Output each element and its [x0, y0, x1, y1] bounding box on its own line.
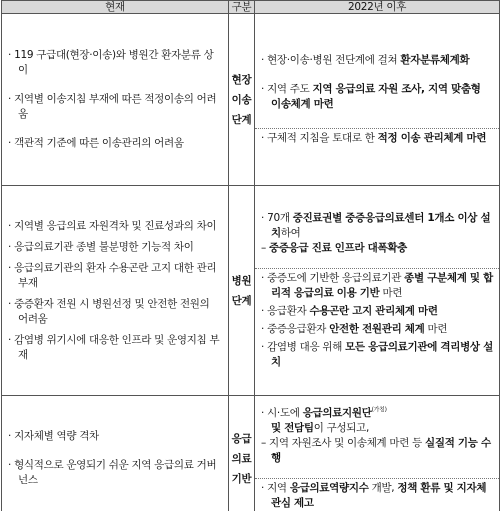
list-item: · 감염병 대응 위해 모든 응급의료기관에 격리병상 설치 — [261, 341, 493, 368]
after-plan-base — [255, 396, 500, 511]
list-item: · 중증응급환자 안전한 전원관리 체계 마련 — [261, 323, 448, 335]
list-item: · 응급의료기관 종별 불분명한 기능적 차이 — [8, 240, 194, 253]
list-item: · 지역 주도 지역 응급의료 자원 조사, 지역 맞춤형 이송체계 마련 — [261, 83, 481, 110]
current-issues-hospital — [2, 186, 229, 396]
category-hospital: 병원 단계 — [229, 186, 255, 396]
header-after-2022: 2022년 이후 — [255, 1, 500, 14]
list-item: · 현장·이송·병원 전단계에 걸쳐 환자분류체계화 — [261, 54, 470, 66]
list-item: · 지자체별 역량 격차 — [8, 430, 99, 442]
list-item: · 지역별 이송지침 부재에 따른 적정이송의 어려움 — [8, 93, 217, 120]
list-item: · 중증도에 기반한 응급의료기관 종별 구분체계 및 합리적 응급의료 이용 기반 마련 — [261, 272, 493, 299]
list-item: · 구체적 지침을 토대로 한 적정 이송 관리체계 마련 — [261, 132, 487, 144]
table-row-emergency-base — [2, 396, 500, 511]
list-item: · 객관적 기준에 따른 이송관리의 어려움 — [8, 137, 184, 149]
after-plan-transport — [255, 14, 500, 186]
current-issues-base — [2, 396, 229, 511]
category-base: 응급 의료 기반 — [229, 396, 255, 511]
list-item: · 감염병 위기시에 대응한 인프라 및 운영지침 부재 — [8, 333, 220, 361]
list-item: · 중증환자 전원 시 병원선정 및 안전한 전원의 어려움 — [8, 297, 210, 325]
list-item: · 119 구급대(현장·이송)와 병원간 환자분류 상이 — [8, 49, 214, 76]
list-item: · 지역별 응급의료 자원격차 및 진료성과의 차이 — [8, 219, 217, 232]
comparison-table — [1, 0, 500, 511]
list-item: – 지역 자원조사 및 이송체계 마련 등 실질적 기능 수행 — [261, 437, 491, 464]
after-plan-hospital — [255, 186, 500, 396]
header-current: 현재 — [2, 1, 229, 14]
list-item: · 지역 응급의료역량지수 개발, 정책 환류 및 지자체 관심 제고 — [261, 482, 487, 509]
table-row-hospital — [2, 186, 500, 396]
list-item: · 형식적으로 운영되기 쉬운 지역 응급의료 거버넌스 — [8, 459, 217, 486]
list-item: · 시·도에 응급의료지원단$^{(가칭)}$ 및 전담팀이 구성되고, — [261, 406, 387, 434]
category-field-transport: 현장 이송 단계 — [229, 14, 255, 186]
list-item: · 70개 중진료권별 중증응급의료센터 1개소 이상 설치하여 — [261, 212, 491, 239]
table-header-row — [2, 1, 500, 14]
header-category: 구분 — [229, 1, 255, 14]
list-item: – 중증응급 진료 인프라 대폭확충 — [261, 242, 408, 254]
list-item: · 응급의료기관의 환자 수용곤란 고지 대한 관리 부재 — [8, 261, 217, 289]
current-issues-transport — [2, 14, 229, 186]
table-row-field-transport — [2, 14, 500, 186]
list-item: · 응급환자 수용곤란 고지 관리체계 마련 — [261, 305, 438, 317]
